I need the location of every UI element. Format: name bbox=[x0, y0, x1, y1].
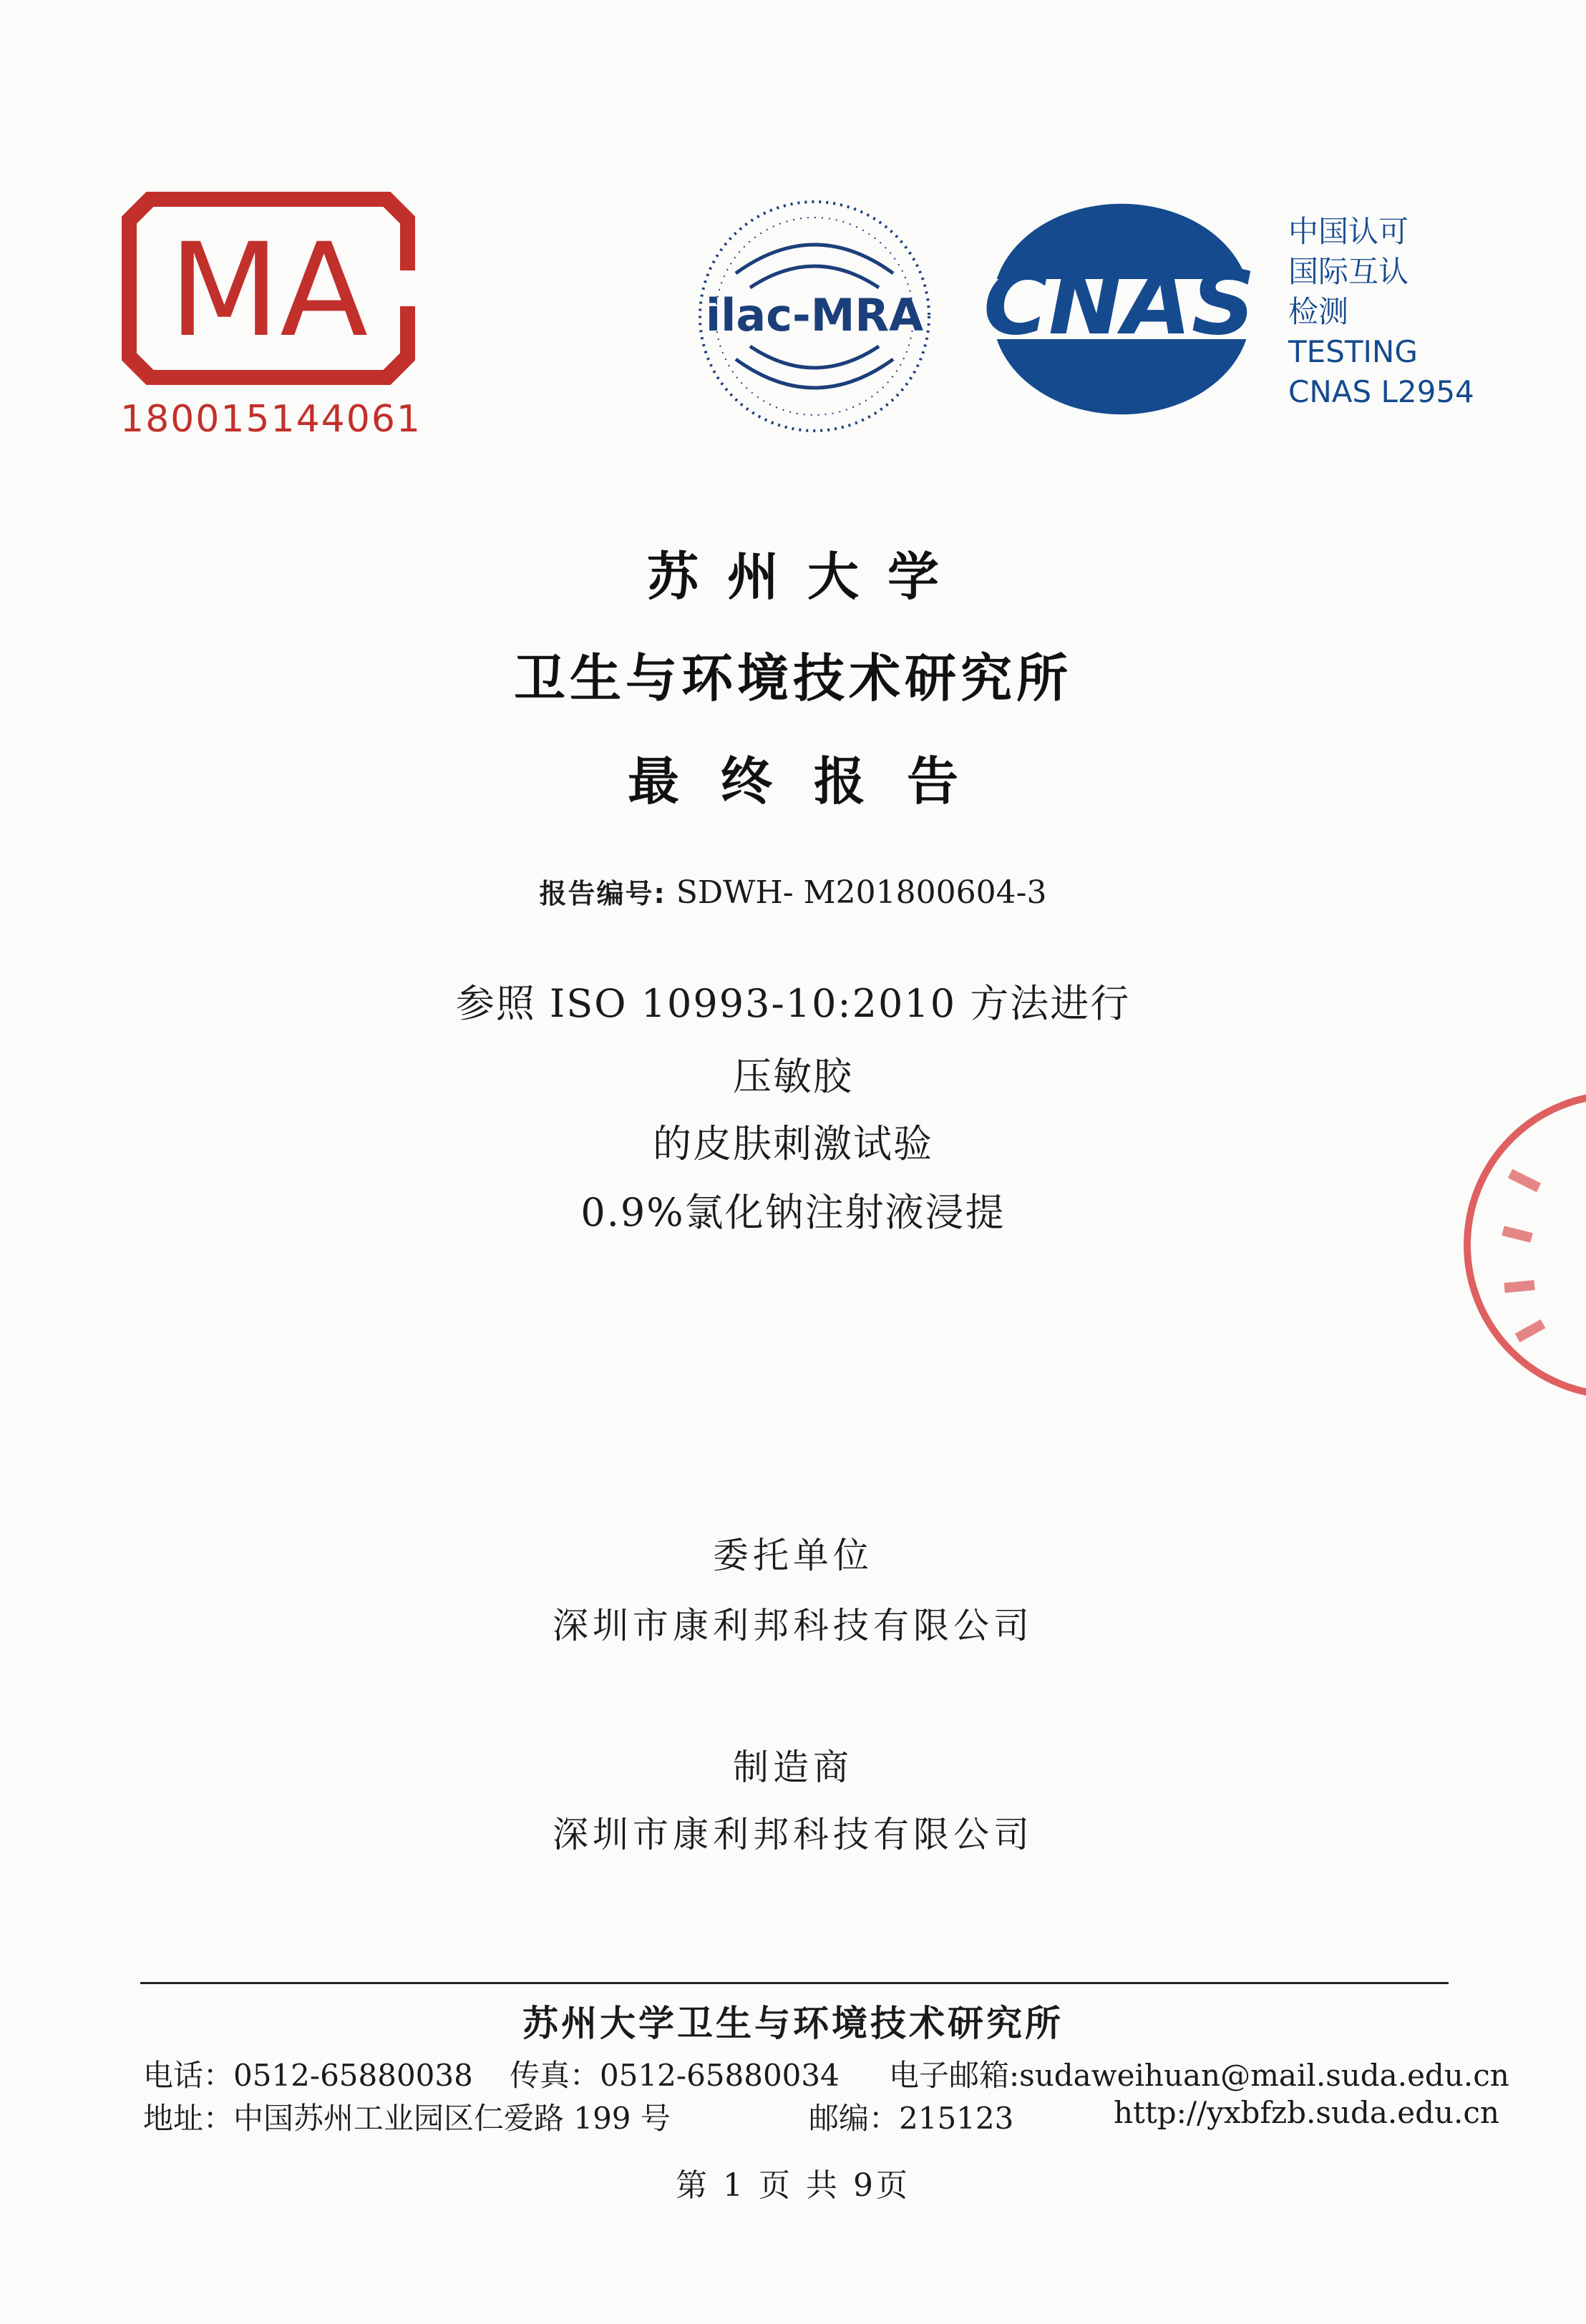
cnas-logo bbox=[968, 202, 1268, 419]
report-number bbox=[0, 872, 1586, 911]
sponsor-label: 委托单位 bbox=[713, 1535, 873, 1576]
report-title: 最终报告 bbox=[627, 751, 1000, 811]
manufacturer-label: 制造商 bbox=[733, 1747, 853, 1788]
ma-certification-logo bbox=[122, 192, 415, 388]
footer-organization: 苏州大学卫生与环境技术研究所 bbox=[522, 2003, 1064, 2044]
footer-postcode: 邮编：215123 bbox=[809, 2101, 1014, 2136]
test-method-line: 参照 ISO 10993-10:2010 方法进行 bbox=[455, 981, 1131, 1026]
cnas-line-4: TESTING bbox=[1288, 334, 1418, 369]
footer-phone: 电话：0512-65880038 bbox=[143, 2058, 473, 2093]
product-name: 压敏胶 bbox=[733, 1054, 853, 1099]
report-number-value: SDWH- M201800604-3 bbox=[676, 874, 1047, 911]
cnas-line-1: 中国认可 bbox=[1288, 214, 1409, 249]
ma-certificate-number: 180015144061 bbox=[120, 398, 422, 441]
report-number-label: 报告编号: bbox=[539, 878, 666, 909]
svg-text:ilac-MRA: ilac-MRA bbox=[705, 289, 924, 341]
manufacturer-name: 深圳市康利邦科技有限公司 bbox=[553, 1814, 1033, 1855]
footer-email: 电子邮箱:sudaweihuan@mail.suda.edu.cn bbox=[889, 2058, 1509, 2093]
institute-title: 卫生与环境技术研究所 bbox=[513, 648, 1072, 708]
page-number: 第 1 页 共 9页 bbox=[676, 2167, 910, 2204]
cnas-line-3: 检测 bbox=[1288, 294, 1349, 329]
footer-fax: 传真：0512-65880034 bbox=[510, 2058, 840, 2093]
cnas-line-5: CNAS L2954 bbox=[1288, 374, 1474, 409]
svg-text:MA: MA bbox=[168, 216, 369, 366]
svg-text:CNAS: CNAS bbox=[983, 252, 1256, 355]
institution-title: 苏州大学 bbox=[646, 547, 968, 607]
sponsor-name: 深圳市康利邦科技有限公司 bbox=[553, 1605, 1033, 1646]
footer-divider bbox=[140, 1982, 1449, 1984]
test-name: 的皮肤刺激试验 bbox=[653, 1121, 933, 1166]
ilac-mra-logo bbox=[693, 187, 936, 448]
footer-address: 地址：中国苏州工业园区仁爱路 199 号 bbox=[143, 2101, 671, 2136]
extraction-medium: 0.9%氯化钠注射液浸提 bbox=[580, 1190, 1006, 1235]
footer-website: http://yxbfzb.suda.edu.cn bbox=[1114, 2095, 1499, 2130]
cnas-line-2: 国际互认 bbox=[1288, 254, 1409, 289]
cnas-accreditation-text bbox=[1288, 212, 1474, 412]
